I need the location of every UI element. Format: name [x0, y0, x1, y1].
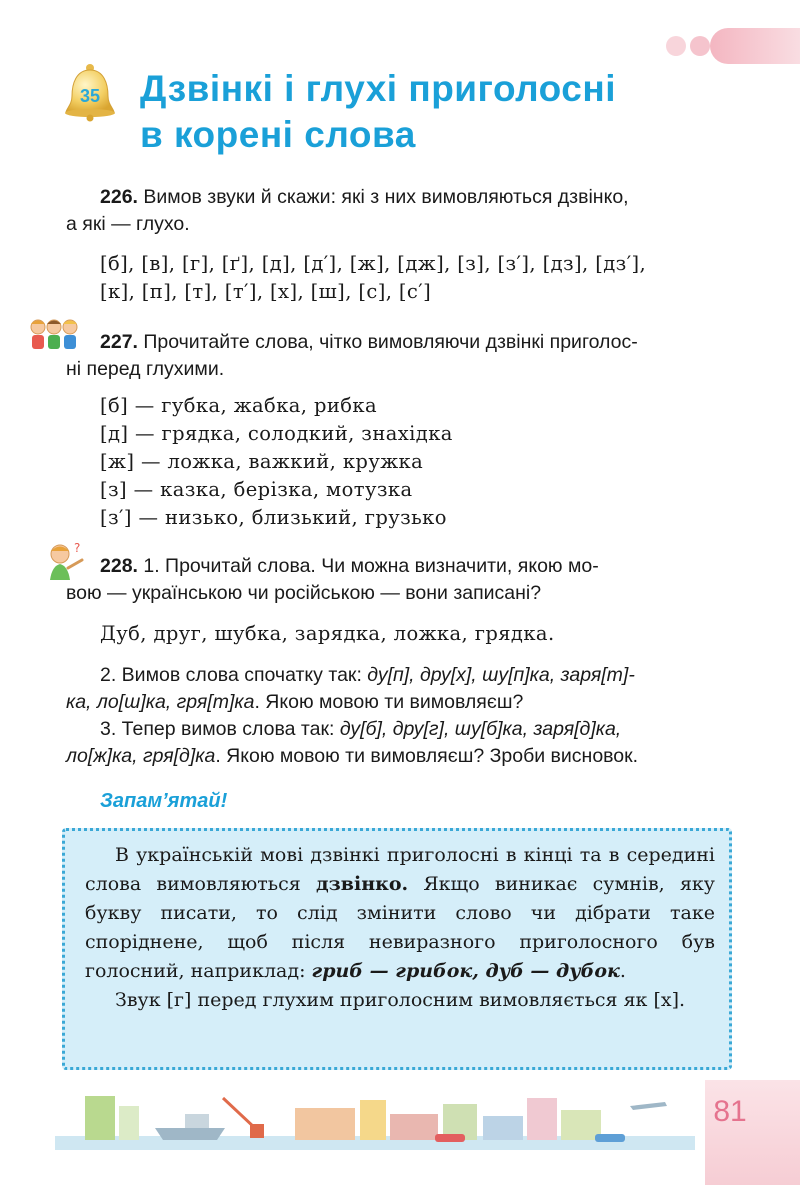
title-line-2: в корені слова: [140, 114, 416, 155]
rule-text: Якщо виникає сумнів, яку букву писати, то слід змінити слово чи дібрати таке споріднене, щоб після невиразного приголосного був голосний, наприклад:: [85, 873, 715, 982]
word-row: [б] — губка, жабка, рибка: [100, 394, 378, 417]
rule-text: В українській мові дзвінкі приголосні в кінці та в середині слова вимовляються: [85, 844, 715, 895]
exercise-number: 228.: [100, 555, 138, 577]
rule-box: [62, 828, 732, 1070]
city-illustration: [55, 1088, 695, 1150]
exercise-228: [66, 553, 732, 607]
sounds-line-1: [б], [в], [г], [ґ], [д], [д′], [ж], [дж], [з], [з′], [дз], [дз′],: [100, 252, 647, 275]
rule-example: гриб — грибок, дуб — дубок: [311, 960, 620, 982]
step-text: . Якою мовою ти вимовляєш? Зроби висновок.: [215, 745, 639, 767]
rule-paragraph-2: Звук [г] перед глухим приголосним вимовляється як [х].: [115, 989, 686, 1011]
step-text: 3. Тепер вимов слова так:: [100, 718, 340, 740]
word-row: [з′] — низько, близький, грузько: [100, 506, 447, 529]
title-line-1: Дзвінкі і глухі приголосні: [140, 68, 616, 109]
exercise-text: а які — глухо.: [66, 213, 190, 235]
step-italic: ло[ж]ка, гря[д]ка: [66, 745, 216, 767]
step-italic: ду[б], дру[г], шу[б]ка, заря[д]ка,: [339, 718, 622, 740]
word-row: [з] — казка, берізка, мотузка: [100, 478, 413, 501]
exercise-text: вою — українською чи російською — вони записані?: [66, 582, 542, 604]
step-italic: ду[п], дру[х], шу[п]ка, заря[т]-: [367, 664, 635, 686]
step-italic: ка, ло[ш]ка, гря[т]ка: [66, 691, 255, 713]
sounds-list: [66, 250, 732, 306]
word-row: [д] — грядка, солодкий, знахідка: [100, 422, 453, 445]
exercise-number: 226.: [100, 186, 138, 208]
exercise-228-step-3: [66, 716, 732, 770]
step-text: 2. Вимов слова спочатку так:: [100, 664, 368, 686]
exercise-text: 1. Прочитай слова. Чи можна визначити, якою мо-: [143, 555, 599, 577]
exercise-text: Прочитайте слова, чітко вимовляючи дзвінкі приголос-: [143, 331, 638, 353]
rule-paragraph-1: [85, 841, 715, 986]
svg-text:?: ?: [74, 542, 81, 555]
exercise-text: ні перед глухими.: [66, 358, 225, 380]
exercise-228-step-2: [66, 662, 732, 716]
step-text: . Якою мовою ти вимовляєш?: [254, 691, 524, 713]
exercise-227: [66, 329, 732, 383]
word-rows: [66, 392, 732, 532]
rule-bold: дзвінко.: [315, 873, 409, 895]
exercise-226: [66, 184, 732, 238]
corner-dots-decoration: [620, 28, 800, 64]
lesson-number: 35: [79, 86, 101, 106]
page-number: 81: [713, 1095, 747, 1128]
sounds-line-2: [к], [п], [т], [т′], [х], [ш], [с], [с′]: [100, 280, 432, 303]
rule-text: .: [619, 960, 626, 982]
exercise-text: Вимов звуки й скажи: які з них вимовляються дзвінко,: [143, 186, 629, 208]
word-sample: Дуб, друг, шубка, зарядка, ложка, грядка.: [100, 622, 555, 645]
remember-heading: Запам’ятай!: [100, 790, 228, 812]
exercise-number: 227.: [100, 331, 138, 353]
page-title: [140, 66, 760, 158]
word-row: [ж] — ложка, важкий, кружка: [100, 450, 424, 473]
